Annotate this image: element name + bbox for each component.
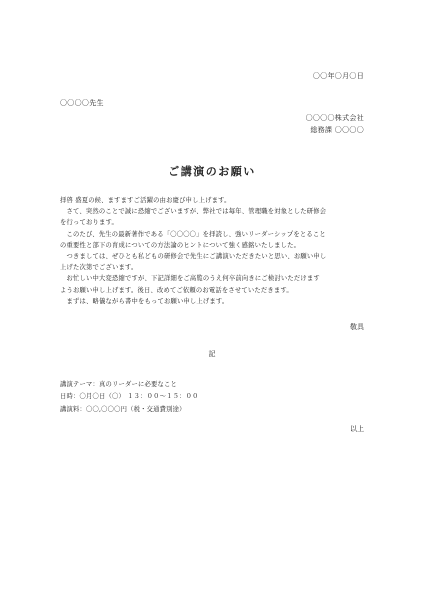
letter-title: ご講演のお願い [168,165,256,178]
letter-date: 〇〇年〇月〇日 [312,72,364,80]
body-line: を行っております。 [60,219,118,227]
body-line: つきましては、ぜひとも私どもの研修会で先生にご講演いただきたいと思い、お願い申し [60,253,327,261]
body-line: 拝啓 盛夏の候、ますますご活躍の由お慶び申し上げます。 [60,197,231,204]
body-line: ようお願い申し上げます。後日、改めてご依頼のお電話をさせていただきます。 [60,286,293,294]
ki-heading: 記 [208,350,216,358]
detail-datetime: 日時：〇月〇日（〇） １３：００〜１５：００ [60,393,199,401]
body-line: お忙しい中大変恐縮ですが、下記詳細をご高覧のうえ何卒前向きにご検討いただけます [60,275,320,283]
detail-theme: 講演テーマ：真のリーダーに必要なこと [60,381,177,388]
closing-keigu: 敬具 [350,323,364,331]
body-line: まずは、略儀ながら書中をもってお願い申し上げます。 [60,297,229,305]
sender-company: 〇〇〇〇株式会社 [305,114,364,122]
recipient-name: 〇〇〇〇先生 [60,99,104,107]
body-line: このたび、先生の最新著作である「〇〇〇〇」を拝読し、強いリーダーシップをとること [60,230,326,238]
letter-body [60,195,366,307]
sender-person: 総務課 〇〇〇〇 [310,126,364,134]
details-list [60,379,199,416]
body-line: の重要性と部下の育成についての方法論のヒントについて強く感銘いたしました。 [60,241,301,249]
detail-fee: 講演料：〇〇,〇〇〇円（税・交通費別途） [60,405,186,413]
sender-block [306,112,364,136]
body-line: さて、突然のことで誠に恐縮でございますが、弊社では毎年、管理職を対象とした研修会 [60,208,327,216]
body-line: 上げた次第でございます。 [60,264,138,272]
end-ijou: 以上 [350,425,364,433]
